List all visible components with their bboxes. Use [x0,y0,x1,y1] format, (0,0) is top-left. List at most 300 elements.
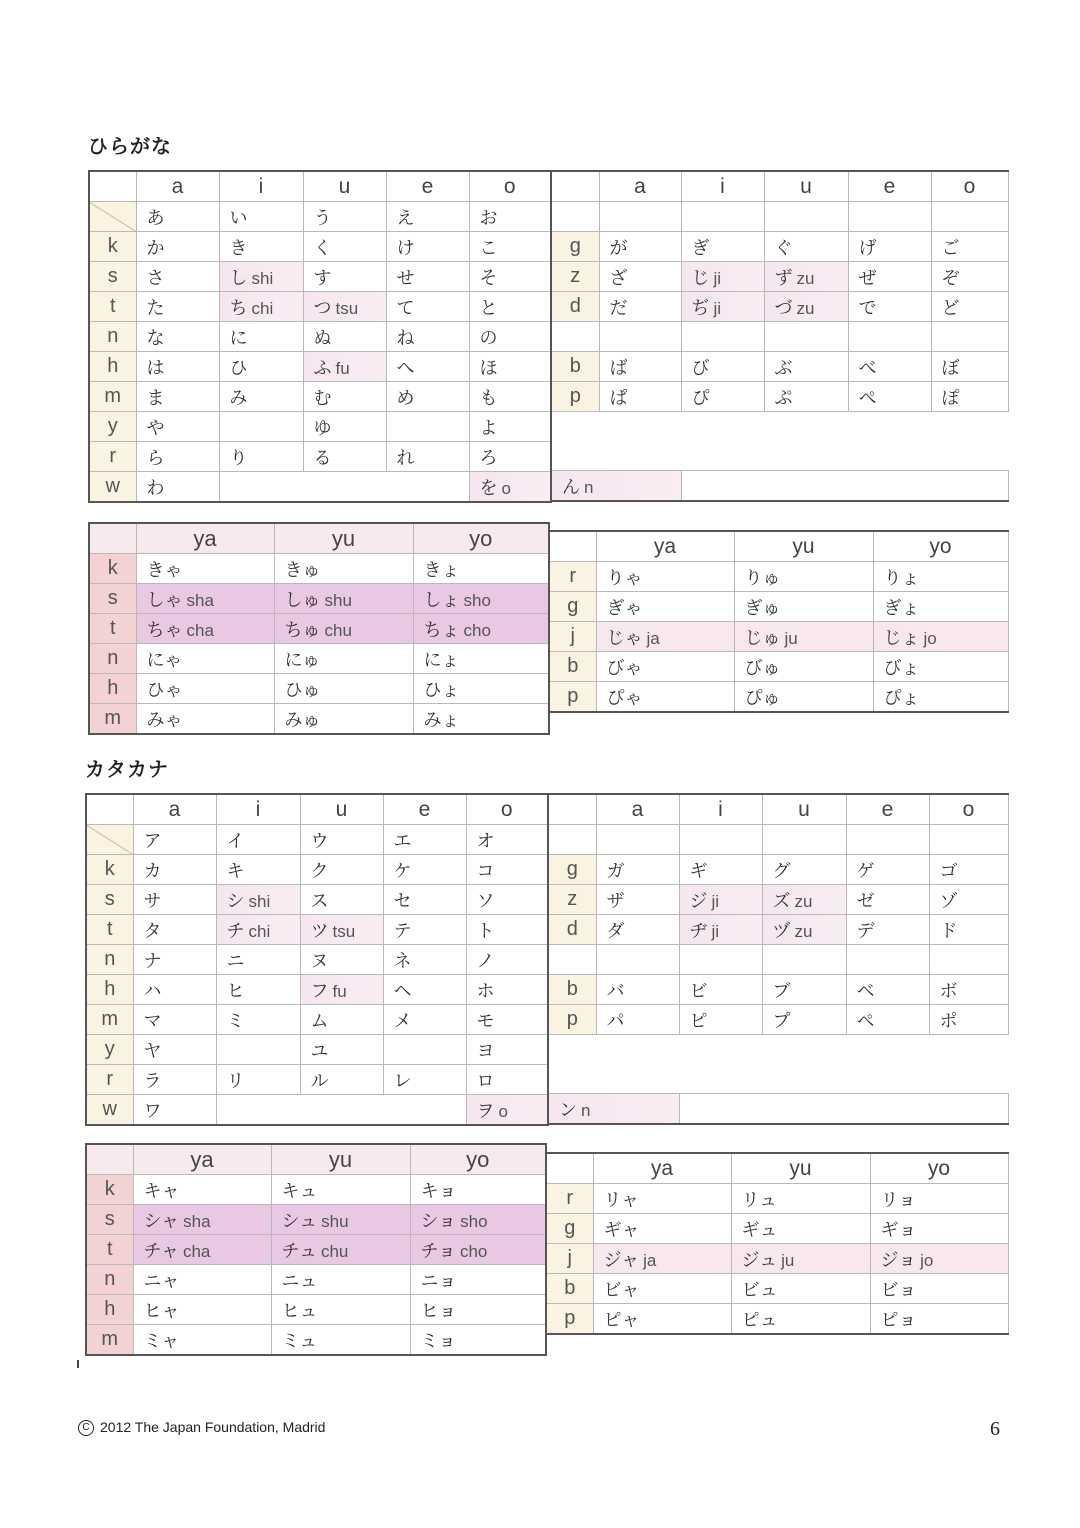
row-label: s [89,584,136,614]
kana-cell [383,975,466,1005]
yoon-row [86,1325,546,1356]
kana-row [548,915,1008,945]
kana: ヂ [689,920,708,942]
kana-cell [300,1065,383,1095]
yoon-header: ya [596,531,734,562]
kana-cell [731,1244,870,1274]
kana-cell [133,1265,271,1295]
kana-cell [274,674,413,704]
kana: ハ [143,980,162,1002]
row-label [551,322,599,352]
kana-cell [681,232,764,262]
romaji: sho [463,590,491,610]
kana: ケ [393,860,412,882]
vowel-header: i [219,171,303,202]
kana-cell [386,262,469,292]
kana-cell [274,644,413,674]
kana-cell [762,1005,846,1035]
kana-cell [300,1035,383,1065]
yoon-row [546,1274,1008,1304]
kana: に [229,327,248,349]
kana: ふ [313,357,332,379]
kana-cell [931,232,1008,262]
kana-cell [410,1235,546,1265]
empty-row [548,1035,1008,1065]
kana: ベ [856,980,875,1002]
kana-row [551,352,1008,382]
yoon-row [546,1304,1008,1335]
kana: え [396,207,415,229]
kana-cell [846,975,929,1005]
kana-cell [734,622,873,652]
kana-cell [848,322,931,352]
row-label: k [86,855,133,885]
row-label: p [546,1304,593,1335]
kana: ド [939,920,958,942]
kana-cell [271,1295,410,1325]
yoon-header: yu [734,531,873,562]
romaji: sho [460,1211,488,1231]
kana: ちゃ [146,619,183,641]
kana-cell [466,1005,548,1035]
yoon-header: yu [274,523,413,554]
kana: し [229,267,248,289]
kana-cell [931,262,1008,292]
kana-cell [466,1065,548,1095]
row-label [551,202,599,232]
romaji: n [584,477,594,497]
row-label: s [89,262,136,292]
kana-cell [300,945,383,975]
row-label: b [551,352,599,382]
kana-cell [136,442,219,472]
kana: ス [310,890,329,912]
row-label: r [89,442,136,472]
kana: か [146,237,165,259]
kana: あ [146,207,165,229]
kana: ム [310,1010,329,1032]
kana-cell [599,292,681,322]
kana-cell [764,382,848,412]
row-label: h [86,1295,133,1325]
kana-cell [764,202,848,232]
kana: ぎ [691,237,710,259]
kana-cell [931,292,1008,322]
kana: ガ [606,860,625,882]
kana: ちゅ [284,619,321,641]
kana: み [229,387,248,409]
kana-cell [929,855,1008,885]
kana-cell [762,915,846,945]
row-label: z [548,885,596,915]
row-label: j [546,1244,593,1274]
yoon-row [86,1295,546,1325]
kana-cell [734,562,873,592]
corner-header [86,1144,133,1175]
kana-cell [469,202,551,232]
kana: ど [941,297,960,319]
kana: チョ [420,1240,456,1262]
kana-cell [303,232,386,262]
kana-row [86,945,548,975]
kana-cell [929,1005,1008,1035]
kana: びゅ [744,657,781,679]
row-label: s [86,885,133,915]
kana: ヌ [310,950,329,972]
kana: ぴゅ [744,687,781,709]
kana-cell [274,704,413,735]
romaji: tsu [335,298,359,318]
kana-cell [274,584,413,614]
kana-cell [219,442,303,472]
kana: にゅ [284,649,321,671]
row-label: w [86,1095,133,1126]
yoon-row [549,592,1008,622]
kana: ル [310,1070,329,1092]
kana: リャ [603,1189,639,1211]
yoon-row [546,1214,1008,1244]
kana-cell [271,1175,410,1205]
kana: エ [393,830,412,852]
kana: キ [226,860,245,882]
kana-cell [300,1005,383,1035]
kana-cell [410,1175,546,1205]
kana: ほ [479,357,498,379]
kana-cell [219,292,303,322]
page-number: 6 [990,1418,1000,1440]
kana: みょ [423,709,460,731]
kana: オ [476,830,495,852]
katakana-yoon-right-table [545,1152,1009,1335]
kana: れ [396,447,415,469]
hiragana-basic-table [88,170,552,503]
n-cell [551,471,681,502]
kana-cell [133,1235,271,1265]
kana-cell [136,262,219,292]
kana: わ [146,477,165,499]
kana-cell [593,1214,731,1244]
kana: りゃ [606,567,643,589]
kana-cell [133,825,216,855]
kana-row [89,442,551,472]
kana: ち [229,297,248,319]
kana: きょ [423,559,460,581]
kana: レ [393,1070,412,1092]
romaji: ji [711,921,720,941]
romaji: ju [781,1250,795,1270]
row-label: n [86,945,133,975]
kana-row [551,232,1008,262]
corner-header [548,794,596,825]
n-cell [548,1094,679,1125]
kana: りゅ [744,567,781,589]
copyright-icon: C [78,1420,94,1436]
kana: グ [772,860,791,882]
kana-cell [764,232,848,262]
vowel-header: o [931,171,1008,202]
kana-cell [848,262,931,292]
kana-cell [219,352,303,382]
kana-cell [219,322,303,352]
kana-cell [133,945,216,975]
kana-cell [931,202,1008,232]
row-label: m [86,1005,133,1035]
corner-header [551,171,599,202]
kana: ね [396,327,415,349]
kana: ら [146,447,165,469]
kana: ソ [476,890,495,912]
kana: ロ [476,1070,495,1092]
kana-cell [734,592,873,622]
romaji: zu [794,891,813,911]
kana-cell [929,975,1008,1005]
kana-row [86,885,548,915]
kana-cell [593,1304,731,1335]
kana: ぜ [858,267,877,289]
kana-cell [386,442,469,472]
romaji: o [498,1101,508,1121]
kana-cell [133,1005,216,1035]
kana-row [551,262,1008,292]
vowel-header: o [466,794,548,825]
kana-cell [846,915,929,945]
kana-cell [136,644,274,674]
romaji: chu [320,1241,349,1261]
kana-cell [133,915,216,945]
kana: チャ [143,1240,179,1262]
kana: ナ [143,950,162,972]
kana-cell [469,442,551,472]
kana-cell [219,412,303,442]
kana: チ [226,920,245,942]
kana-cell [599,352,681,382]
kana: ユ [310,1040,329,1062]
kana-cell [599,232,681,262]
kana: じゅ [744,627,781,649]
kana-cell [596,652,734,682]
row-label: t [89,292,136,322]
kana-cell [466,975,548,1005]
kana-cell [136,674,274,704]
kana-cell [386,202,469,232]
row-label: z [551,262,599,292]
kana: ホ [476,980,495,1002]
kana: ギュ [741,1219,778,1241]
kana: シュ [281,1210,318,1232]
hiragana-title: ひらがな [88,134,172,158]
kana: ご [941,237,960,259]
corner-header [89,171,136,202]
kana-cell [271,1265,410,1295]
kana-cell [300,825,383,855]
kana-cell [679,1005,762,1035]
row-label: h [89,674,136,704]
kana-cell [764,322,848,352]
kana: そ [479,267,498,289]
kana: ギャ [603,1219,640,1241]
kana-cell [466,915,548,945]
corner-header [549,531,596,562]
kana-cell [599,262,681,292]
kana: べ [858,357,877,379]
kana-cell [873,562,1008,592]
hiragana-yoon-left-table [88,522,550,735]
romaji: cho [459,1241,488,1261]
kana-cell [219,262,303,292]
kana: びゃ [606,657,643,679]
kana-cell [599,202,681,232]
kana-cell [303,202,386,232]
hiragana-voiced-table [550,170,1009,502]
kana-row [86,825,548,855]
kana: リョ [880,1189,916,1211]
row-label: g [551,232,599,262]
margin-tick [77,1360,79,1368]
kana-cell [133,1205,271,1235]
kana-cell [848,202,931,232]
kana: ワ [143,1100,162,1122]
kana-cell [873,622,1008,652]
vowel-header: e [383,794,466,825]
row-label: h [86,975,133,1005]
kana-row [548,945,1008,975]
yoon-row [89,644,549,674]
row-label: g [546,1214,593,1244]
vowel-header: u [303,171,386,202]
kana-cell [133,1175,271,1205]
kana-row [551,202,1008,232]
yoon-header: ya [136,523,274,554]
kana-cell [413,584,549,614]
kana: リ [226,1070,245,1092]
kana-cell [466,825,548,855]
kana-cell [216,1065,300,1095]
kana-cell [846,825,929,855]
kana: ぴょ [883,687,920,709]
kana-cell [386,352,469,382]
romaji: cha [186,620,214,640]
kana-cell [136,382,219,412]
kana-cell [303,292,386,322]
kana-cell [679,915,762,945]
romaji: ja [643,1250,657,1270]
kana-cell [846,855,929,885]
row-label: b [548,975,596,1005]
kana-row [86,1005,548,1035]
yoon-row [549,562,1008,592]
yoon-row [549,682,1008,713]
kana: ゴ [939,860,958,882]
vowel-header: u [764,171,848,202]
kana: ざ [609,267,628,289]
kana-cell [469,292,551,322]
yoon-row [89,554,549,584]
romaji: n [581,1100,591,1120]
kana-cell [274,614,413,644]
kana-cell [133,885,216,915]
corner-header [89,523,136,554]
romaji: jo [923,628,937,648]
kana-cell [216,1035,300,1065]
kana-row [86,1065,548,1095]
kana: ニョ [420,1270,457,1292]
kana: ぱ [609,387,628,409]
kana-cell [870,1184,1008,1214]
kana-cell [593,1244,731,1274]
yoon-row [546,1184,1008,1214]
row-label: t [86,1235,133,1265]
kana: い [229,207,248,229]
row-label: m [89,704,136,735]
kana: を [479,477,498,499]
kana: ぬ [313,327,332,349]
kana: ク [310,860,329,882]
kana-cell [734,682,873,713]
kana: ジ [689,890,708,912]
kana-cell [216,855,300,885]
kana-cell [303,262,386,292]
kana-cell [274,554,413,584]
kana: り [229,447,248,469]
kana-cell [133,975,216,1005]
kana-row [551,322,1008,352]
copyright-text: 2012 The Japan Foundation, Madrid [100,1419,326,1435]
kana: リュ [741,1189,777,1211]
kana-cell [466,855,548,885]
kana-cell [383,915,466,945]
kana: ぶ [774,357,793,379]
row-label [86,825,133,855]
kana: シャ [143,1210,180,1232]
kana-cell [679,855,762,885]
kana-cell [469,472,551,503]
kana-cell [303,382,386,412]
kana: ウ [310,830,329,852]
kana: ヒュ [281,1300,318,1322]
kana-cell [929,825,1008,855]
row-label: s [86,1205,133,1235]
kana-cell [469,322,551,352]
kana: き [229,237,248,259]
kana-cell [386,382,469,412]
kana-cell [731,1274,870,1304]
yoon-row [89,704,549,735]
kana-row [86,975,548,1005]
kana-cell [599,322,681,352]
kana-cell [679,975,762,1005]
romaji: shi [251,268,274,288]
kana: へ [396,357,415,379]
kana: ニュ [281,1270,318,1292]
kana: ぽ [941,387,960,409]
kana-cell [410,1205,546,1235]
kana-cell [383,885,466,915]
kana: サ [143,890,162,912]
kana-cell [216,885,300,915]
kana: ぢ [691,297,710,319]
kana: デ [856,920,875,942]
empty-row [548,1064,1008,1094]
kana-cell [873,682,1008,713]
kana: ず [774,267,793,289]
kana-cell [929,945,1008,975]
row-label: p [548,1005,596,1035]
kana-row [89,202,551,232]
kana: ビ [689,980,708,1002]
row-label: d [551,292,599,322]
vowel-header: a [596,794,679,825]
row-label: d [548,915,596,945]
